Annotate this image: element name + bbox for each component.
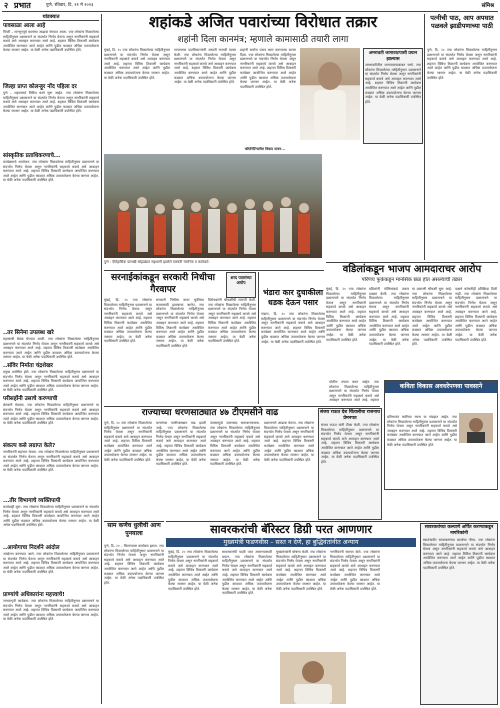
right-top-headline: पत्नीची पाठ, आप अपघात पळवले झाडीपणाच्या पाठी: [430, 14, 494, 30]
savarkar-body-col1: [168, 550, 218, 704]
brief-title: पावसाळा आला आहे: [3, 23, 46, 29]
crowd-photo-caption: पुणे : ऐतिहासिक पालखी सोहळ्यात सहभागी झालेले वारकरी नागरिक व कार्यकर्ते.: [104, 260, 210, 264]
bjp-body-col4: पक्षाने कोणतीही प्रतिक्रिया दिली नाही. ज्या लोकांना मिळालेल्या माहितीनुसार प्रशासनाने या संदर्भात निर्णय घेतला असून नागरिकांनी सहकार्य करावे असे आवाहन करण्यात आले आहे. शहरात विविध ठिकाणी कार्यक्रम आयोजित करण्यात आले आहेत आणि पुढील काळात अधिक उपाययोजना केल्या जाणार आहेत. या वेळी अनेक पदाधिकारी उपस्थित होते.: [455, 287, 497, 377]
masthead-rule: [2, 11, 498, 12]
sarnaik-headline: सरनाईकांकडून सरकारी निधीचा गैरवापर: [110, 272, 216, 295]
savarkar-body-col2: सावरकरांची पदवी परत आणण्यासाठी प्रयत्न. ज्या लोकांना मिळालेल्या माहितीनुसार प्रशासनाने या संदर्भात निर्णय घेतला असून नागरिकांनी सहकार्य करावे असे आवाहन करण्यात आले आहे. शहरात विविध ठिकाणी कार्यक्रम आयोजित करण्यात आले आहेत आणि पुढील काळात अधिक उपाययोजना केल्या जाणार आहेत. या वेळी अनेक पदाधिकारी उपस्थित होते.: [222, 550, 272, 704]
bhandara-byline: भंडारा, दि. २० ज्या लोकांना मिळालेल्या माहितीनुसार प्रशासनाने या संदर्भात निर्णय घेतला असून नागरिकांनी सहकार्य करावे असे आवाहन करण्यात आले आहे. शहरात विविध ठिकाणी कार्यक्रम आयोजित करण्यात आले आहेत आणि पुढील काळात अधिक उपाययोजना केल्या जाणार आहेत. या वेळी अनेक पदाधिकारी उपस्थित होते.: [261, 312, 325, 344]
brief-body: पुणे – शहरामध्ये विविध कामे सुरू आहेत. ज्या लोकांना मिळालेल्या माहितीनुसार प्रशासनाने या संदर्भात निर्णय घेतला असून नागरिकांनी सहकार्य करावे असे आवाहन करण्यात आले आहे. शहरात विविध ठिकाणी कार्यक्रम आयोजित करण्यात आले आहेत आणि पुढील काळात अधिक उपाययोजना केल्या जाणार आहेत. या वेळी अनेक पदाधिकारी उपस्थित होते.: [3, 91, 99, 153]
person-image: [300, 48, 360, 140]
dam-body-col4: प्रशासनाने आढावा घेतला. ज्या लोकांना मिळालेल्या माहितीनुसार प्रशासनाने या संदर्भात निर्णय घेतला असून नागरिकांनी सहकार्य करावे असे आवाहन करण्यात आले आहे. शहरात विविध ठिकाणी कार्यक्रम आयोजित करण्यात आले आहेत आणि पुढील काळात अधिक उपाययोजना केल्या जाणार आहेत. या वेळी अनेक पदाधिकारी उपस्थित होते.: [264, 421, 314, 519]
crowd-image: [104, 154, 322, 258]
brief-item: [3, 84, 99, 153]
lead-byline: मुंबई, दि. २० ज्या लोकांना मिळालेल्या माहितीनुसार प्रशासनाने या संदर्भात निर्णय घेतला असून नागरिकांनी सहकार्य करावे असे आवाहन करण्यात आले आहे. शहरात विविध ठिकाणी कार्यक्रम आयोजित करण्यात आले आहेत आणि पुढील काळात अधिक उपाययोजना केल्या जाणार आहेत. या वेळी अनेक पदाधिकारी उपस्थित होते.: [104, 48, 170, 80]
poem-title: कविता विकास अवधरेपणवा पावसाने: [385, 381, 497, 393]
brief-title: परीसहोंनी उसाचे करण्याची: [3, 396, 58, 402]
section-name: संमिश्र: [481, 3, 494, 9]
right-top-byline: पुणे, दि. २० ज्या लोकांना मिळालेल्या माहितीनुसार प्रशासनाने या संदर्भात निर्णय घेतला असून नागरिकांनी सहकार्य करावे असे आवाहन करण्यात आले आहे. शहरात विविध ठिकाणी कार्यक्रम आयोजित करण्यात आले आहेत आणि पुढील काळात अधिक उपाययोजना केल्या जाणार आहेत. या वेळी अनेक पदाधिकारी उपस्थित होते.: [427, 48, 497, 80]
brief-title: ...तीर विभागाचे व्यक्तिपापी: [3, 498, 61, 504]
brief-title: सांस्कृतिक प्रताधिकरणाचे...: [3, 153, 61, 159]
lead-photo-caption: कॉर्पोरेटिंगातील विवाद पावन...: [244, 147, 286, 151]
tanaji-title: साम कर्णेच धुलीची आण पुनयाला: [107, 522, 161, 537]
sarnaik-byline: मुंबई, दि. २० ज्या लोकांना मिळालेल्या माहितीनुसार प्रशासनाने या संदर्भात निर्णय घेतला असून नागरिकांनी सहकार्य करावे असे आवाहन करण्यात आले आहे. शहरात विविध ठिकाणी कार्यक्रम आयोजित करण्यात आले आहेत आणि पुढील काळात अधिक उपाययोजना केल्या जाणार आहेत. या वेळी अनेक पदाधिकारी उपस्थित होते.: [104, 298, 152, 344]
brief-item: [3, 363, 99, 396]
brief-title: प्राण्यांचे अधिकारांना महत्त्वाचे!: [3, 592, 65, 598]
brief-body: कार्यक्रमाचे आयोजन. ज्या लोकांना मिळालेल्या माहितीनुसार प्रशासनाने या संदर्भात निर्णय घेतला असून नागरिकांनी सहकार्य करावे असे आवाहन करण्यात आले आहे. शहरात विविध ठिकाणी कार्यक्रम आयोजित करण्यात आले आहेत आणि पुढील काळात अधिक उपाययोजना केल्या जाणार आहेत. या वेळी अनेक पदाधिकारी उपस्थित होते.: [3, 160, 99, 330]
savarkar-body-col3: मुख्यमंत्र्यांनी घोषणा केली. ज्या लोकांना मिळालेल्या माहितीनुसार प्रशासनाने या संदर्भात निर्णय घेतला असून नागरिकांनी सहकार्य करावे असे आवाहन करण्यात आले आहे. शहरात विविध ठिकाणी कार्यक्रम आयोजित करण्यात आले आहेत आणि पुढील काळात अधिक उपाययोजना केल्या जाणार आहेत. या वेळी अनेक पदाधिकारी उपस्थित होते.: [276, 550, 326, 650]
raut-box-body: संजय राऊत यांनी टीका केली. ज्या लोकांना मिळालेल्या माहितीनुसार प्रशासनाने या संदर्भात निर्णय घेतला असून नागरिकांनी सहकार्य करावे असे आवाहन करण्यात आले आहे. शहरात विविध ठिकाणी कार्यक्रम आयोजित करण्यात आले आहेत आणि पुढील काळात अधिक उपाययोजना केल्या जाणार आहेत. या वेळी अनेक पदाधिकारी उपस्थित होते.: [319, 423, 381, 515]
lead-body-col1: [104, 48, 170, 148]
poet-photo: [459, 413, 493, 443]
brief-body: कार्यवाही सुरू. ज्या लोकांना मिळालेल्या माहितीनुसार प्रशासनाने या संदर्भात निर्णय घेतला असून नागरिकांनी सहकार्य करावे असे आवाहन करण्यात आले आहे. शहरात विविध ठिकाणी कार्यक्रम आयोजित करण्यात आले आहेत आणि पुढील काळात अधिक उपाययोजना केल्या जाणार आहेत. या वेळी अनेक पदाधिकारी उपस्थित होते.: [3, 505, 99, 545]
savarkar-box-title: सावरकरांच्या कल्याणे अर्पित करण्याकडून नागरिकांनी: [424, 525, 494, 536]
amravati-box: [363, 48, 423, 144]
lead-body-col3: शहांनी सर्वांना एकत्र काम करण्याचा सल्ला दिला. ज्या लोकांना मिळालेल्या माहितीनुसार प्रशासनाने या संदर्भात निर्णय घेतला असून नागरिकांनी सहकार्य करावे असे आवाहन करण्यात आले आहे. शहरात विविध ठिकाणी कार्यक्रम आयोजित करण्यात आले आहेत आणि पुढील काळात अधिक उपाययोजना केल्या जाणार आहेत. या वेळी अनेक पदाधिकारी उपस्थित होते.: [240, 48, 296, 148]
amravati-box-body: अमरावतीतील जागावाटपाबाबत चर्चा. ज्या लोकांना मिळालेल्या माहितीनुसार प्रशासनाने या संदर्भात निर्णय घेतला असून नागरिकांनी सहकार्य करावे असे आवाहन करण्यात आले आहे. शहरात विविध ठिकाणी कार्यक्रम आयोजित करण्यात आले आहेत आणि पुढील काळात अधिक उपाययोजना केल्या जाणार आहेत. या वेळी अनेक पदाधिकारी उपस्थित होते.: [364, 63, 422, 143]
left-column-tag: थोडक्यात: [3, 14, 99, 21]
raut-box: [318, 408, 382, 520]
sarnaik-box-title: शरद पवारांच्या आरोप: [230, 275, 252, 285]
crowd-photo: [104, 154, 322, 258]
brief-body: शेतकरी मेळावा. ज्या लोकांना मिळालेल्या माहितीनुसार प्रशासनाने या संदर्भात निर्णय घेतला असून नागरिकांनी सहकार्य करावे असे आवाहन करण्यात आले आहे. शहरात विविध ठिकाणी कार्यक्रम आयोजित करण्यात आले आहेत आणि पुढील काळात अधिक उपाययोजना केल्या जाणार आहेत. या वेळी अनेक पदाधिकारी उपस्थित होते.: [3, 403, 99, 443]
poem-box: [384, 380, 498, 490]
bhandara-body-col1: [261, 312, 325, 402]
dam-byline: पुणे, दि. २० ज्या लोकांना मिळालेल्या माहितीनुसार प्रशासनाने या संदर्भात निर्णय घेतला असून नागरिकांनी सहकार्य करावे असे आवाहन करण्यात आले आहे. शहरात विविध ठिकाणी कार्यक्रम आयोजित करण्यात आले आहेत आणि पुढील काळात अधिक उपाययोजना केल्या जाणार आहेत. या वेळी अनेक पदाधिकारी उपस्थित होते.: [104, 421, 152, 462]
bjp-subhead: परिणय फुकेंकडून मानसिक छळ होत असल्याची तक्रार: [361, 277, 463, 283]
dam-body-col2: धरणांच्या पाणीसाठ्यात वाढ झाली आहे. ज्या लोकांना मिळालेल्या माहितीनुसार प्रशासनाने या संदर्भात निर्णय घेतला असून नागरिकांनी सहकार्य करावे असे आवाहन करण्यात आले आहे. शहरात विविध ठिकाणी कार्यक्रम आयोजित करण्यात आले आहेत आणि पुढील काळात अधिक उपाययोजना केल्या जाणार आहेत. या वेळी अनेक पदाधिकारी उपस्थित होते.: [156, 421, 206, 519]
bjp-body-col2: वडिलांनी पोलिसांकडे तक्रार दाखल केली. ज्या लोकांना मिळालेल्या माहितीनुसार प्रशासनाने या संदर्भात निर्णय घेतला असून नागरिकांनी सहकार्य करावे असे आवाहन करण्यात आले आहे. शहरात विविध ठिकाणी कार्यक्रम आयोजित करण्यात आले आहेत आणि पुढील काळात अधिक उपाययोजना केल्या जाणार आहेत. या वेळी अनेक पदाधिकारी उपस्थित होते.: [369, 287, 409, 377]
fadnavis-photo: [280, 652, 346, 704]
brief-body: पिंपरी – मान्सूनपूर्व कामांचा आढावा घेण्यात आला. ज्या लोकांना मिळालेल्या माहितीनुसार प्रशासनाने या संदर्भात निर्णय घेतला असून नागरिकांनी सहकार्य करावे असे आवाहन करण्यात आले आहे. शहरात विविध ठिकाणी कार्यक्रम आयोजित करण्यात आले आहेत आणि पुढील काळात अधिक उपाययोजना केल्या जाणार आहेत. या वेळी अनेक पदाधिकारी उपस्थित होते.: [3, 30, 99, 84]
amravati-box-title: अमरावती जागावाटपाशी प्रयत्न झाल्यास: [368, 51, 418, 62]
masthead: [0, 0, 500, 10]
savarkar-body-col4: नागरिकांनी स्वागत केले. ज्या लोकांना मिळालेल्या माहितीनुसार प्रशासनाने या संदर्भात निर्णय घेतला असून नागरिकांनी सहकार्य करावे असे आवाहन करण्यात आले आहे. शहरात विविध ठिकाणी कार्यक्रम आयोजित करण्यात आले आहेत आणि पुढील काळात अधिक उपाययोजना केल्या जाणार आहेत. या वेळी अनेक पदाधिकारी उपस्थित होते.: [330, 550, 380, 650]
brief-title: ..संविर निर्माता चंद्रशेखर: [3, 363, 53, 369]
savarkar-subhead: मुख्यमंत्री फडणवीस – सस्त न देणे, हा बुद्धिवंतांनीत अन्याय: [166, 538, 416, 547]
issue-date: पुणे, रविवार, दि. २१ मे २०२३: [46, 3, 94, 8]
bjp-byline: मुंबई, दि. २० ज्या लोकांना मिळालेल्या माहितीनुसार प्रशासनाने या संदर्भात निर्णय घेतला असून नागरिकांनी सहकार्य करावे असे आवाहन करण्यात आले आहे. शहरात विविध ठिकाणी कार्यक्रम आयोजित करण्यात आले आहेत आणि पुढील काळात अधिक उपाययोजना केल्या जाणार आहेत. या वेळी अनेक पदाधिकारी उपस्थित होते.: [326, 287, 366, 342]
savarkar-byline: मुंबई, दि. २० ज्या लोकांना मिळालेल्या माहितीनुसार प्रशासनाने या संदर्भात निर्णय घेतला असून नागरिकांनी सहकार्य करावे असे आवाहन करण्यात आले आहे. शहरात विविध ठिकाणी कार्यक्रम आयोजित करण्यात आले आहेत आणि पुढील काळात अधिक उपाययोजना केल्या जाणार आहेत. या वेळी अनेक पदाधिकारी उपस्थित होते.: [168, 550, 218, 591]
brief-body: आंदोलन करण्यात आले. ज्या लोकांना मिळालेल्या माहितीनुसार प्रशासनाने या संदर्भात निर्णय घेतला असून नागरिकांनी सहकार्य करावे असे आवाहन करण्यात आले आहे. शहरात विविध ठिकाणी कार्यक्रम आयोजित करण्यात आले आहेत आणि पुढील काळात अधिक उपाययोजना केल्या जाणार आहेत. या वेळी अनेक पदाधिकारी उपस्थित होते.: [3, 552, 99, 592]
lead-subhead: शहांनी दिला कानमंत्र; म्हणाले कामासाठी तयारी लागा: [177, 35, 349, 45]
dam-body-col1: [104, 421, 152, 519]
bjp-headline: वडिलांकडून भाजप आमदाराचर आरोप: [342, 264, 482, 275]
column-divider: [258, 272, 259, 404]
section-rule: [104, 270, 324, 271]
brief-item: [3, 23, 99, 84]
bhandara-headline: भंडारा कार दुचाकीला धडक देऊन पसार: [263, 288, 323, 307]
bjp-body-col1: [326, 287, 366, 377]
dam-body-col3: पावसामुळे जलसाठा समाधानकारक. ज्या लोकांना मिळालेल्या माहितीनुसार प्रशासनाने या संदर्भात निर्णय घेतला असून नागरिकांनी सहकार्य करावे असे आवाहन करण्यात आले आहे. शहरात विविध ठिकाणी कार्यक्रम आयोजित करण्यात आले आहेत आणि पुढील काळात अधिक उपाययोजना केल्या जाणार आहेत. या वेळी अनेक पदाधिकारी उपस्थित होते.: [210, 421, 260, 519]
savarkar-headline: सावरकरांची बॅरिस्टर डिग्री परत आणणार: [210, 523, 372, 536]
shah-photo: [300, 48, 360, 140]
dam-headline: राज्याच्या धरणसाठ्यात ४७ टीएमसीने वाढ: [141, 408, 279, 418]
lead-body-col2: भाजपच्या पदाधिकाऱ्यांनी आपली नाराजी व्यक्त केली. ज्या लोकांना मिळालेल्या माहितीनुसार प्रशासनाने या संदर्भात निर्णय घेतला असून नागरिकांनी सहकार्य करावे असे आवाहन करण्यात आले आहे. शहरात विविध ठिकाणी कार्यक्रम आयोजित करण्यात आले आहेत आणि पुढील काळात अधिक उपाययोजना केल्या जाणार आहेत. या वेळी अनेक पदाधिकारी उपस्थित होते.: [174, 48, 236, 148]
brief-body: नागरिकांनी सहभाग घेतला. ज्या लोकांना मिळालेल्या माहितीनुसार प्रशासनाने या संदर्भात निर्णय घेतला असून नागरिकांनी सहकार्य करावे असे आवाहन करण्यात आले आहे. शहरात विविध ठिकाणी कार्यक्रम आयोजित करण्यात आले आहेत आणि पुढील काळात अधिक उपाययोजना केल्या जाणार आहेत. या वेळी अनेक पदाधिकारी उपस्थित होते.: [3, 450, 99, 498]
sarnaik-body-col3: विरोधकांनी चौकशीची मागणी केली. ज्या लोकांना मिळालेल्या माहितीनुसार प्रशासनाने या संदर्भात निर्णय घेतला असून नागरिकांनी सहकार्य करावे असे आवाहन करण्यात आले आहे. शहरात विविध ठिकाणी कार्यक्रम आयोजित करण्यात आले आहेत आणि पुढील काळात अधिक उपाययोजना केल्या जाणार आहेत. या वेळी अनेक पदाधिकारी उपस्थित होते.: [208, 298, 256, 402]
page-number: २: [4, 1, 9, 10]
poem-body: प्रतिभावंत कवींच्या रचना या संग्रहात आहेत. ज्या लोकांना मिळालेल्या माहितीनुसार प्रशासनाने या संदर्भात निर्णय घेतला असून नागरिकांनी सहकार्य करावे असे आवाहन करण्यात आले आहे. शहरात विविध ठिकाणी कार्यक्रम आयोजित करण्यात आले आहेत आणि पुढील काळात अधिक उपाययोजना केल्या जाणार आहेत. या वेळी अनेक पदाधिकारी उपस्थित होते.: [387, 415, 457, 485]
right-top-body: [427, 48, 497, 208]
column-divider: [424, 14, 425, 260]
person-image: [280, 652, 346, 704]
brief-title: जिल्हा प्राप्त कोलन्हूर नोंद पहिला दर: [3, 84, 77, 90]
brief-item: [3, 498, 99, 545]
column-divider: [101, 14, 102, 704]
savarkar-box: [420, 523, 498, 705]
sarnaik-body-col1: [104, 298, 152, 402]
brief-item: [3, 153, 99, 330]
sarnaik-body-col2: सरकारी निधीचा वापर चुकीच्या कामासाठी झाल्याचा आरोप. ज्या लोकांना मिळालेल्या माहितीनुसार प्रशासनाने या संदर्भात निर्णय घेतला असून नागरिकांनी सहकार्य करावे असे आवाहन करण्यात आले आहे. शहरात विविध ठिकाणी कार्यक्रम आयोजित करण्यात आले आहेत आणि पुढील काळात अधिक उपाययोजना केल्या जाणार आहेत. या वेळी अनेक पदाधिकारी उपस्थित होते.: [156, 298, 204, 402]
tanaji-body: पुणे, दि. २० – किल्ल्यावर कार्यक्रम झाला. ज्या लोकांना मिळालेल्या माहितीनुसार प्रशासनाने या संदर्भात निर्णय घेतला असून नागरिकांनी सहकार्य करावे असे आवाहन करण्यात आले आहे. शहरात विविध ठिकाणी कार्यक्रम आयोजित करण्यात आले आहेत आणि पुढील काळात अधिक उपाययोजना केल्या जाणार आहेत. या वेळी अनेक पदाधिकारी उपस्थित होते.: [104, 544, 164, 704]
sarnaik-box: [226, 272, 256, 298]
savarkar-box-body: स्वातंत्र्यवीर सावरकरांच्या कार्याचा गौरव. ज्या लोकांना मिळालेल्या माहितीनुसार प्रशासनाने या संदर्भात निर्णय घेतला असून नागरिकांनी सहकार्य करावे असे आवाहन करण्यात आले आहे. शहरात विविध ठिकाणी कार्यक्रम आयोजित करण्यात आले आहेत आणि पुढील काळात अधिक उपाययोजना केल्या जाणार आहेत. या वेळी अनेक पदाधिकारी उपस्थित होते.: [421, 538, 497, 698]
left-column: [3, 14, 99, 706]
bjp-body-col3: या प्रकरणी चौकशी सुरू आहे. ज्या लोकांना मिळालेल्या माहितीनुसार प्रशासनाने या संदर्भात निर्णय घेतला असून नागरिकांनी सहकार्य करावे असे आवाहन करण्यात आले आहे. शहरात विविध ठिकाणी कार्यक्रम आयोजित करण्यात आले आहेत आणि पुढील काळात अधिक उपाययोजना केल्या जाणार आहेत. या वेळी अनेक पदाधिकारी उपस्थित होते.: [412, 287, 452, 377]
bhandara-body-col2: पोलीस तपास करत आहेत. ज्या लोकांना मिळालेल्या माहितीनुसार प्रशासनाने या संदर्भात निर्णय घेतला असून नागरिकांनी सहकार्य करावे असे आवाहन करण्यात आले आहे. शहरात विविध ठिकाणी कार्यक्रम आयोजित करण्यात आले आहेत आणि पुढील काळात अधिक उपाययोजना केल्या जाणार आहेत. या वेळी अनेक पदाधिकारी उपस्थित होते.: [329, 380, 379, 402]
brief-item: [3, 396, 99, 443]
brief-body: प्रमुख उपस्थित होते. ज्या लोकांना मिळालेल्या माहितीनुसार प्रशासनाने या संदर्भात निर्णय घेतला असून नागरिकांनी सहकार्य करावे असे आवाहन करण्यात आले आहे. शहरात विविध ठिकाणी कार्यक्रम आयोजित करण्यात आले आहेत आणि पुढील काळात अधिक उपाययोजना केल्या जाणार आहेत. या वेळी अनेक पदाधिकारी उपस्थित होते.: [3, 370, 99, 396]
brief-body: महत्त्वाची बैठक घेण्यात आली. ज्या लोकांना मिळालेल्या माहितीनुसार प्रशासनाने या संदर्भात निर्णय घेतला असून नागरिकांनी सहकार्य करावे असे आवाहन करण्यात आले आहे. शहरात विविध ठिकाणी कार्यक्रम आयोजित करण्यात आले आहेत आणि पुढील काळात अधिक उपाययोजना केल्या जाणार आहेत. या वेळी अनेक पदाधिकारी उपस्थित होते.: [3, 337, 99, 363]
paper-name: प्रभात: [14, 1, 31, 10]
brief-item: [3, 330, 99, 363]
brief-item: [3, 545, 99, 592]
raut-box-title: संजय राऊत देश चिंतालीचा राजनाथ प्रेमनपत: [320, 410, 380, 421]
brief-item: [3, 592, 99, 689]
lead-headline: शहांकडे अजित पवारांच्या विरोधात तक्रार: [148, 13, 378, 31]
section-rule: [166, 521, 498, 522]
brief-item: [3, 443, 99, 498]
poet-image: [459, 413, 493, 443]
brief-title: संकल्प कसे लग्राप्त केले?: [3, 443, 56, 449]
brief-body: जनजागृती कार्यक्रम. ज्या लोकांना मिळालेल्या माहितीनुसार प्रशासनाने या संदर्भात निर्णय घेतला असून नागरिकांनी सहकार्य करावे असे आवाहन करण्यात आले आहे. शहरात विविध ठिकाणी कार्यक्रम आयोजित करण्यात आले आहेत आणि पुढील काळात अधिक उपाययोजना केल्या जाणार आहेत. या वेळी अनेक पदाधिकारी उपस्थित होते.: [3, 599, 99, 689]
brief-title: ..तर सिनेमा उपलब्ध खरे: [3, 330, 54, 336]
brief-title: ..आयोगाचा निदर्शने आंदोल: [3, 545, 60, 551]
